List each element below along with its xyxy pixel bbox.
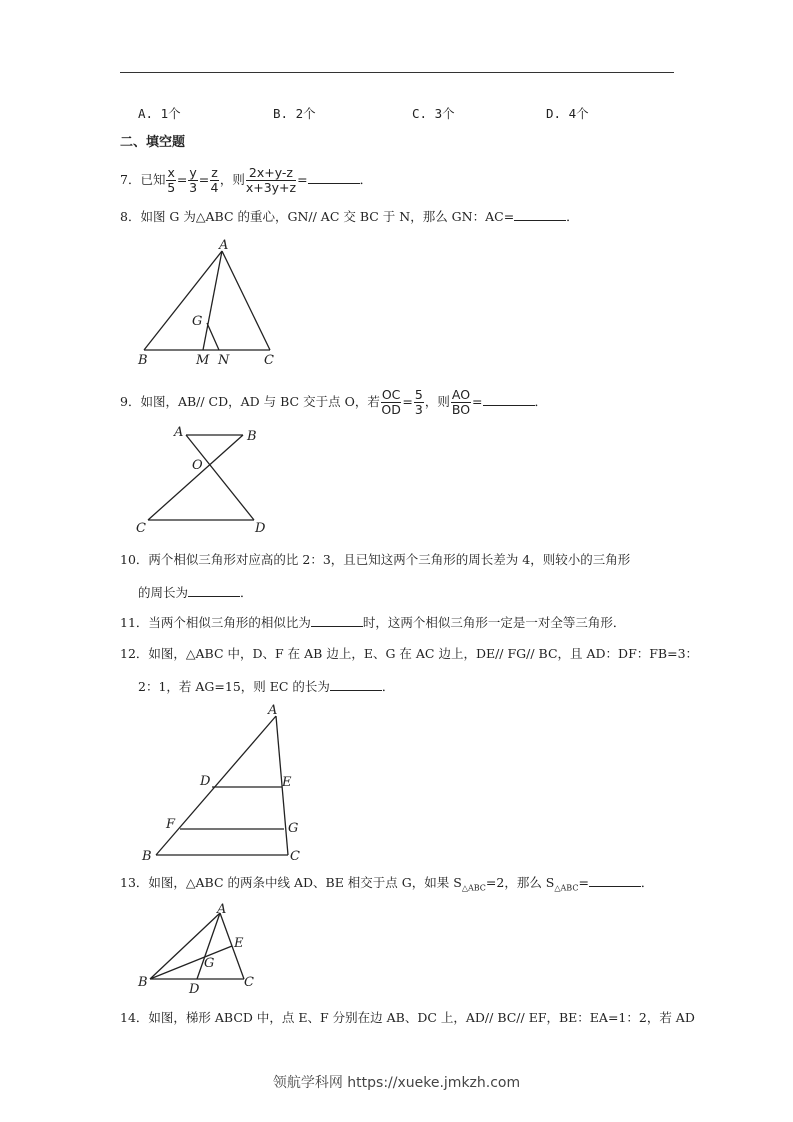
option-c: C. 3个	[412, 106, 455, 121]
question-14: 14．如图，梯形 ABCD 中，点 E、F 分别在边 AB、DC 上，AD// BC// EF，BE：EA=1：2，若 AD	[120, 1010, 695, 1025]
question-8: 8．如图 G 为△ABC 的重心，GN// AC 交 BC 于 N，那么 GN：AC= ．	[120, 209, 579, 224]
answer-blank	[188, 584, 240, 597]
label-b: B	[138, 353, 148, 368]
label-c: C	[290, 849, 300, 864]
label-g: G	[192, 314, 203, 329]
label-e: E	[282, 775, 292, 790]
label-d: D	[255, 521, 266, 536]
label-a: A	[174, 425, 184, 440]
figure-q9	[130, 422, 280, 540]
question-10-line-1: 10．两个相似三角形对应高的比 2：3，且已知这两个三角形的周长差为 4，则较小的三角形	[120, 552, 631, 567]
fraction: $\frac{z}{4}$	[210, 165, 219, 195]
question-10-line-2: 的周长为 ．	[138, 585, 253, 600]
question-13: 13．如图，△ABC 的两条中线 AD、BE 相交于点 G，如果 $S_{\triangle ABC}=2$，那么 $S_{\triangle ABC}=$ ．	[120, 875, 654, 893]
answer-blank	[514, 208, 566, 221]
footer-watermark: 领航学科网 https://xueke.jmkzh.com	[272, 1075, 521, 1091]
label-c: C	[244, 975, 254, 990]
fraction: $\frac{5}{3}$	[414, 387, 423, 417]
figure-q13	[136, 900, 266, 996]
label-d: D	[189, 982, 200, 997]
question-7: 7．已知 $\frac{x}{5}$ = $\frac{y}{3}$ = $\frac{z}{4}$ ，则 $\frac{2x+y-z}{x+3y+z}$ = ．	[120, 165, 373, 195]
label-b: B	[138, 975, 148, 990]
label-c: C	[136, 521, 146, 536]
question-12-line-1: 12．如图，△ABC 中，D、F 在 AB 边上，E、G 在 AC 边上，DE// FG// BC，且 AD：DF：FB=3：	[120, 646, 699, 661]
figure-q8	[130, 236, 290, 370]
label-o: O	[192, 458, 203, 473]
label-b: B	[142, 849, 152, 864]
header-rule	[120, 72, 674, 73]
label-n: N	[218, 353, 230, 368]
answer-blank	[483, 393, 535, 406]
label-g: G	[204, 956, 215, 971]
option-b: B. 2个	[273, 106, 316, 121]
question-12-line-2: 2：1，若 AG=15，则 EC 的长为 ．	[138, 679, 395, 694]
figure-q12	[136, 700, 316, 868]
fraction: $\frac{AO}{BO}$	[451, 387, 471, 417]
fraction: $\frac{y}{3}$	[189, 165, 198, 195]
answer-blank	[330, 678, 382, 691]
answer-blank	[589, 874, 641, 887]
label-d: D	[200, 774, 211, 789]
answer-blank	[311, 614, 363, 627]
question-9: 9．如图，AB// CD，AD 与 BC 交于点 O，若 $\frac{OC}{OD}$ = $\frac{5}{3}$ ，则 $\frac{AO}{BO}$ = ．	[120, 387, 548, 417]
question-11: 11．当两个相似三角形的相似比为 时，这两个相似三角形一定是一对全等三角形．	[120, 615, 626, 630]
section-title: 二、填空题	[120, 135, 186, 150]
label-g: G	[288, 821, 299, 836]
label-m: M	[196, 353, 210, 368]
fraction: $\frac{2x+y-z}{x+3y+z}$	[245, 165, 297, 195]
label-f: F	[166, 817, 176, 832]
label-c: C	[264, 353, 274, 368]
label-a: A	[219, 238, 229, 253]
fraction: $\frac{OC}{OD}$	[381, 387, 401, 417]
label-e: E	[234, 936, 244, 951]
answer-blank	[308, 171, 360, 184]
option-a: A. 1个	[138, 106, 181, 121]
label-a: A	[217, 902, 227, 917]
label-a: A	[268, 703, 278, 718]
option-d: D. 4个	[546, 106, 589, 121]
fraction: $\frac{x}{5}$	[167, 165, 176, 195]
label-b: B	[247, 429, 257, 444]
